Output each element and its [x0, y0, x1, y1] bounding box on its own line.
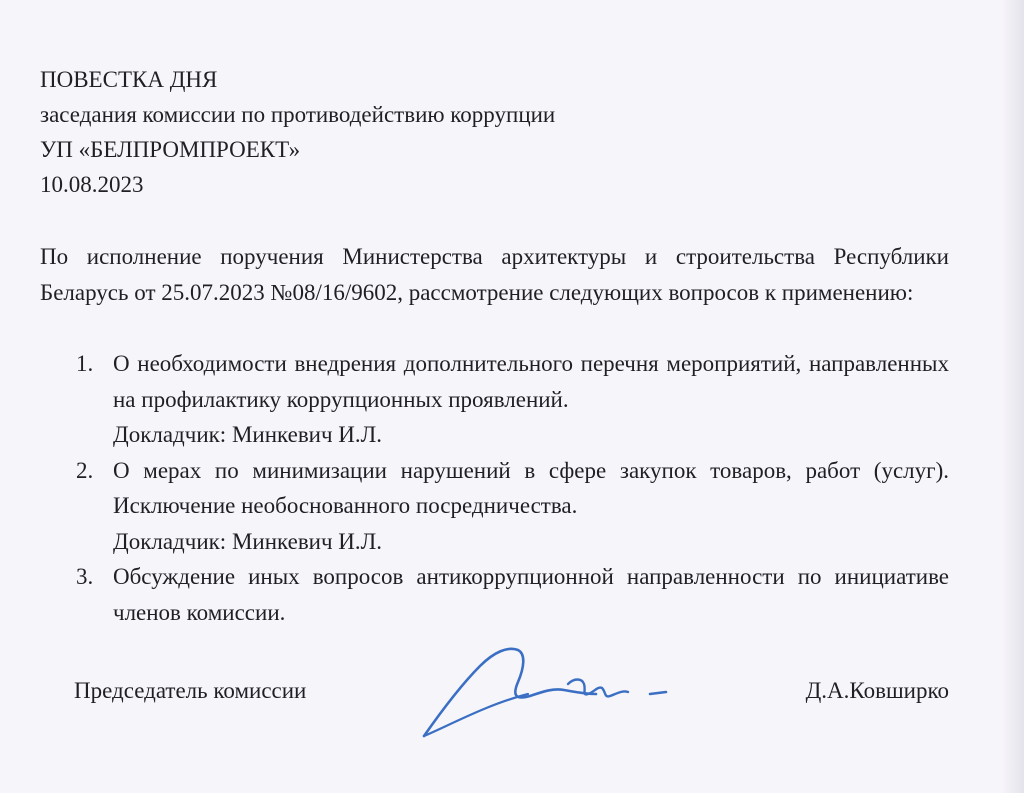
agenda-item-reporter: Докладчик: Минкевич И.Л.: [113, 422, 383, 447]
signature-stroke-letters: [568, 680, 628, 697]
handwritten-signature: [418, 638, 678, 748]
meeting-date: 10.08.2023: [40, 172, 144, 197]
document-title: ПОВЕСТКА ДНЯ: [40, 67, 218, 92]
agenda-item-text: О необходимости внедрения дополнительного перечня мероприятий, направленных на профилактику коррупционных проявлений.: [113, 351, 949, 412]
signature-stroke-main: [424, 649, 596, 736]
document-header: [40, 62, 555, 202]
agenda-item-number: 3.: [76, 564, 94, 589]
organization-name: УП «БЕЛПРОМПРОЕКТ»: [40, 137, 301, 162]
chair-label: Председатель комиссии: [74, 678, 307, 703]
agenda-item-reporter: Докладчик: Минкевич И.Л.: [113, 528, 383, 554]
scan-edge-shadow: [1002, 0, 1024, 793]
agenda-list: [40, 346, 949, 630]
agenda-item: [40, 559, 949, 630]
agenda-item: [40, 453, 949, 560]
agenda-item-number: 2.: [76, 457, 94, 483]
document-subtitle: заседания комиссии по противодействию коррупции: [40, 102, 556, 127]
intro-paragraph: По исполнение поручения Министерства архитектуры и строительства Республики Беларусь от 25.07.2023 №08/16/9602, рассмотрение следующих вопросов к применению:: [40, 244, 949, 305]
agenda-item-number: 1.: [76, 351, 94, 376]
signature-stroke-dash: [650, 692, 666, 694]
agenda-item-text: О мерах по минимизации нарушений в сфере закупок товаров, работ (услуг). Исключение необоснованного посредничества.: [113, 457, 949, 518]
agenda-item: [40, 346, 949, 453]
agenda-item-text: Обсуждение иных вопросов антикоррупционной направленности по инициативе членов комиссии.: [113, 564, 949, 625]
chair-name: Д.А.Ковширко: [805, 678, 949, 703]
